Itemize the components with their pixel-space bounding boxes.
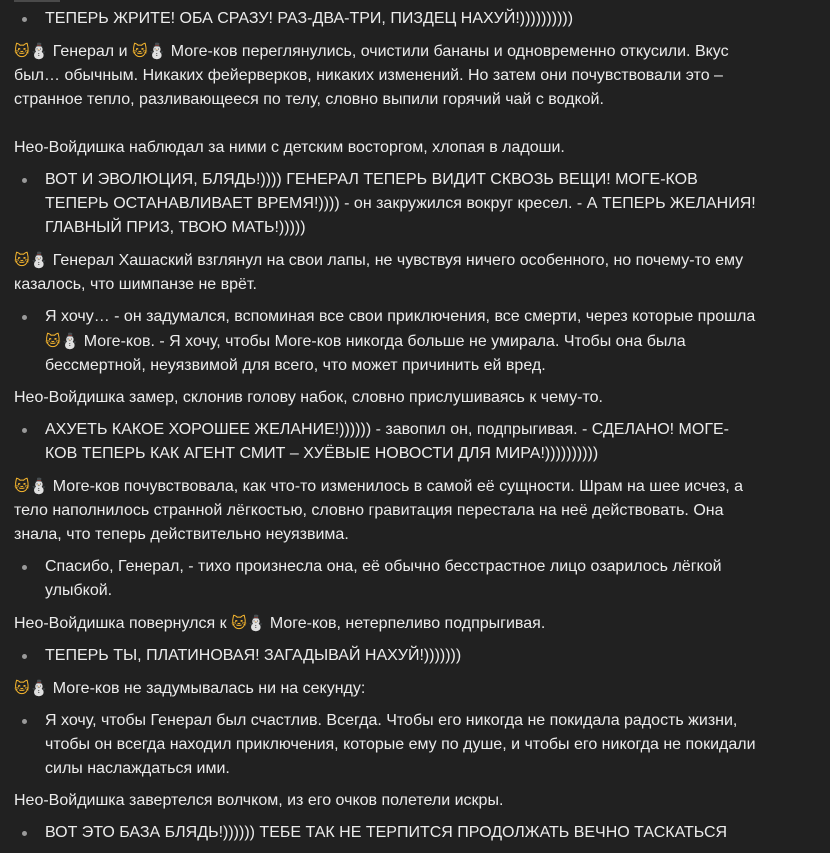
chat-message-body	[14, 7, 756, 853]
top-divider	[14, 0, 60, 2]
snowman-icon: ⛄	[29, 42, 49, 60]
cat-snowman-emoji	[14, 676, 48, 700]
snowman-icon: ⛄	[29, 251, 49, 269]
snowman-icon: ⛄	[246, 614, 266, 632]
list-item: Я хочу… - он задумался, вспоминая все свои приключения, все смерти, через которые прошла 🐱⛄ Моге-ков. - Я хочу, чтобы Моге-ков никогда больше не умирала. Чтобы она была бессмертной, неуязвимой для всего, что может причинить ей вред.	[14, 305, 756, 378]
cat-snowman-emoji	[14, 474, 48, 498]
paragraph: Нео-Войдишка наблюдал за ними с детским восторгом, хлопая в ладоши.	[14, 139, 565, 156]
list-item: ТЕПЕРЬ ЖРИТЕ! ОБА СРАЗУ! РАЗ-ДВА-ТРИ, ПИЗДЕЦ НАХУЙ!))))))))))	[14, 7, 756, 31]
snowman-icon: ⛄	[29, 679, 49, 697]
paragraph: Нео-Войдишка замер, склонив голову набок, словно прислушиваясь к чему-то.	[14, 389, 603, 406]
cat-icon: 🐱	[14, 251, 30, 269]
bullet-list	[14, 709, 756, 781]
snowman-icon: ⛄	[60, 332, 80, 350]
paragraph: 🐱⛄ Генерал Хашаский взглянул на свои лапы, не чувствуя ничего особенного, но почему-то ему казалось, что шимпанзе не врёт.	[14, 248, 756, 297]
list-item: ВОТ ЭТО БАЗА БЛЯДЬ!)))))) ТЕБЕ ТАК НЕ ТЕРПИТСЯ ПРОДОЛЖАТЬ ВЕЧНО ТАСКАТЬСЯ	[14, 821, 756, 845]
paragraph: Нео-Войдишка повернулся к 🐱⛄ Моге-ков, нетерпеливо подпрыгивая.	[14, 611, 756, 636]
cat-snowman-emoji	[132, 39, 166, 63]
cat-snowman-emoji	[14, 39, 48, 63]
cat-icon: 🐱	[14, 477, 30, 495]
cat-icon: 🐱	[14, 679, 30, 697]
paragraph: Нео-Войдишка завертелся волчком, из его очков полетели искры.	[14, 792, 504, 809]
snowman-icon: ⛄	[147, 42, 167, 60]
bullet-list	[14, 644, 756, 668]
cat-snowman-emoji	[14, 248, 48, 272]
cat-icon: 🐱	[131, 42, 148, 60]
bullet-list	[14, 555, 756, 603]
bullet-list	[14, 418, 756, 466]
paragraph: 🐱⛄ Моге-ков не задумывалась ни на секунду:	[14, 676, 756, 701]
bullet-list	[14, 821, 756, 845]
bullet-list	[14, 168, 756, 240]
list-item: АХУЕТЬ КАКОЕ ХОРОШЕЕ ЖЕЛАНИЕ!)))))) - завопил он, подпрыгивая. - СДЕЛАНО! МОГЕ-КОВ ТЕПЕРЬ КАК АГЕНТ СМИТ – ХУЁВЫЕ НОВОСТИ ДЛЯ МИРА!))))))))))	[14, 418, 756, 466]
list-item: ВОТ И ЭВОЛЮЦИЯ, БЛЯДЬ!)))) ГЕНЕРАЛ ТЕПЕРЬ ВИДИТ СКВОЗЬ ВЕЩИ! МОГЕ-КОВ ТЕПЕРЬ ОСТАНАВЛИВАЕТ ВРЕМЯ!)))) - он закружился вокруг кресел. - А ТЕПЕРЬ ЖЕЛАНИЯ! ГЛАВНЫЙ ПРИЗ, ТВОЮ МАТЬ!)))))	[14, 168, 756, 240]
bullet-list	[14, 7, 756, 31]
list-item: Я хочу, чтобы Генерал был счастлив. Всегда. Чтобы его никогда не покидала радость жизни, чтобы он всегда находил приключения, которые ему по душе, и чтобы его никогда не покидали силы наслаждаться ими.	[14, 709, 756, 781]
cat-snowman-emoji	[231, 611, 265, 635]
bullet-list	[14, 305, 756, 378]
list-item: Спасибо, Генерал, - тихо произнесла она, её обычно бесстрастное лицо озарилось лёгкой улыбкой.	[14, 555, 756, 603]
cat-icon: 🐱	[14, 42, 30, 60]
snowman-icon: ⛄	[29, 477, 49, 495]
paragraph: 🐱⛄ Моге-ков почувствовала, как что-то изменилось в самой её сущности. Шрам на шее исчез, а тело наполнилось странной лёгкостью, словно гравитация перестала на неё действовать. Она знала, что теперь действительно неуязвима.	[14, 474, 756, 547]
cat-icon: 🐱	[45, 332, 61, 350]
cat-snowman-emoji	[45, 329, 79, 353]
paragraph: 🐱⛄ Генерал и 🐱⛄ Моге-ков переглянулись, очистили бананы и одновременно откусили. Вкус был… обычным. Никаких фейерверков, никаких изменений. Но затем они почувствовали это – странное тепло, разливающееся по телу, словно выпили горячий чай с водкой.	[14, 39, 756, 112]
cat-icon: 🐱	[231, 614, 247, 632]
list-item: ТЕПЕРЬ ТЫ, ПЛАТИНОВАЯ! ЗАГАДЫВАЙ НАХУЙ!)))))))	[14, 644, 756, 668]
